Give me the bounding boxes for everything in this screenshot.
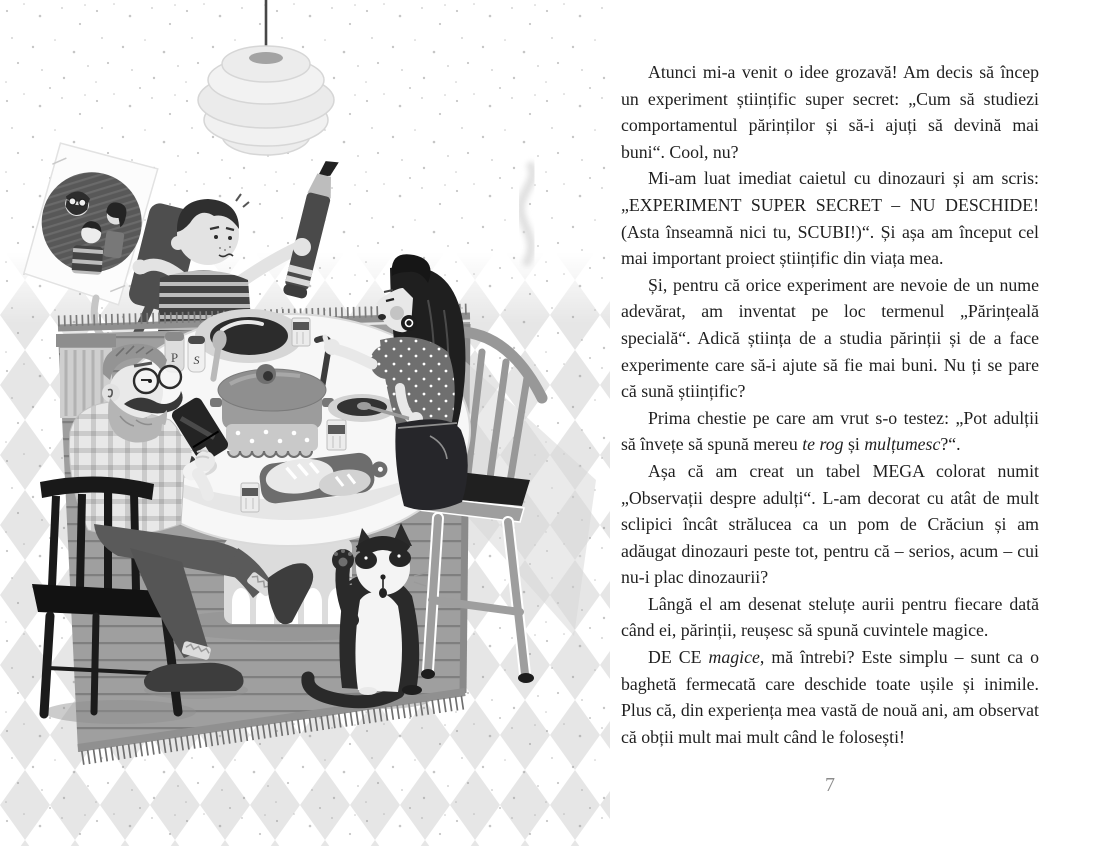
paragraph-text: , mă întrebi? Este simplu – sunt ca o baghetă fermecată care deschide toate ușile și inimile. Plus că, din experiența mea vastă de nouă ani, am observat că obții mult mai mult când le folosești!: [621, 647, 1039, 747]
paragraph-text: Lângă el am desenat steluțe aurii pentru fiecare dată când ei, părinții, reușesc să spună cuvintele magice.: [621, 593, 1039, 641]
drinking-glass: [241, 483, 259, 512]
paragraph-text: Și, pentru că orice experiment are nevoie de un nume adevărat, am inventat pe loc termenul „Părințeală specială“. Adică știința de a studia părinții și de a face experimente care să-i ajute să fie mai buni. Nu ți se pare că sună științific?: [621, 274, 1039, 402]
mom-skirt: [395, 419, 467, 510]
paragraph: [621, 165, 1039, 271]
paragraph-text: Mi-am luat imediat caietul cu dinozauri și am scris: „EXPERIMENT SUPER SECRET – NU DESCHIDE! (Asta înseamnă nici tu, SCUBI!)“. Și așa am început cel mai important proiect științific din viața mea.: [621, 168, 1039, 269]
paragraph: [621, 272, 1039, 405]
paragraph-text: Atunci mi-a venit o idee grozavă! Am decis să încep un experiment științific super secret: „Cum să studiezi comportamentul părinților și să-i ajuți să devină mai buni“. Cool, nu?: [621, 62, 1039, 162]
italic-phrase: mulțumesc: [864, 434, 941, 455]
boy-right-hand: [293, 238, 311, 256]
paragraph: [621, 591, 1039, 644]
soup-bowl: [195, 309, 303, 363]
mom-earring: [401, 315, 417, 331]
boy-left-hand: [133, 260, 148, 275]
drinking-glass: [292, 318, 310, 346]
paragraph-text: ?“.: [940, 434, 961, 455]
paragraph-text: Prima chestie pe care am vrut s-o testez: „Pot adulții să învețe să spună mereu: [621, 407, 1039, 455]
paragraph-text: Așa că am creat un tabel MEGA colorat numit „Observații despre adulți“. L-am decorat cu atât de mult sclipici încât strălucea ca un pom de Crăciun și am adăugat dinozauri peste tot, pentru că – serios, acum – cui nu-i plac dinozaurii?: [621, 460, 1039, 588]
cat-chest: [355, 592, 402, 692]
paragraph-text: DE CE: [648, 647, 709, 668]
mom-lips: [378, 314, 386, 320]
page-number: 7: [825, 774, 835, 797]
cat-mouth: [379, 588, 387, 598]
cat-nose: [380, 574, 385, 579]
paragraph-text: și: [843, 434, 865, 455]
salt-label: P: [170, 350, 179, 365]
paragraph: [621, 458, 1039, 591]
italic-phrase: te rog: [802, 434, 844, 455]
paragraph: [621, 405, 1039, 458]
dad-hand: [195, 451, 215, 471]
pepper-shaker: [188, 336, 205, 372]
paragraph: [621, 644, 1039, 750]
italic-phrase: magice: [708, 647, 760, 668]
lamp-opening: [249, 52, 283, 64]
pepper-label: S: [193, 353, 200, 367]
paragraph: [621, 59, 1039, 165]
drinking-glass: [327, 420, 346, 450]
page-text-column: [621, 59, 1039, 799]
pot-stand: [226, 424, 318, 457]
